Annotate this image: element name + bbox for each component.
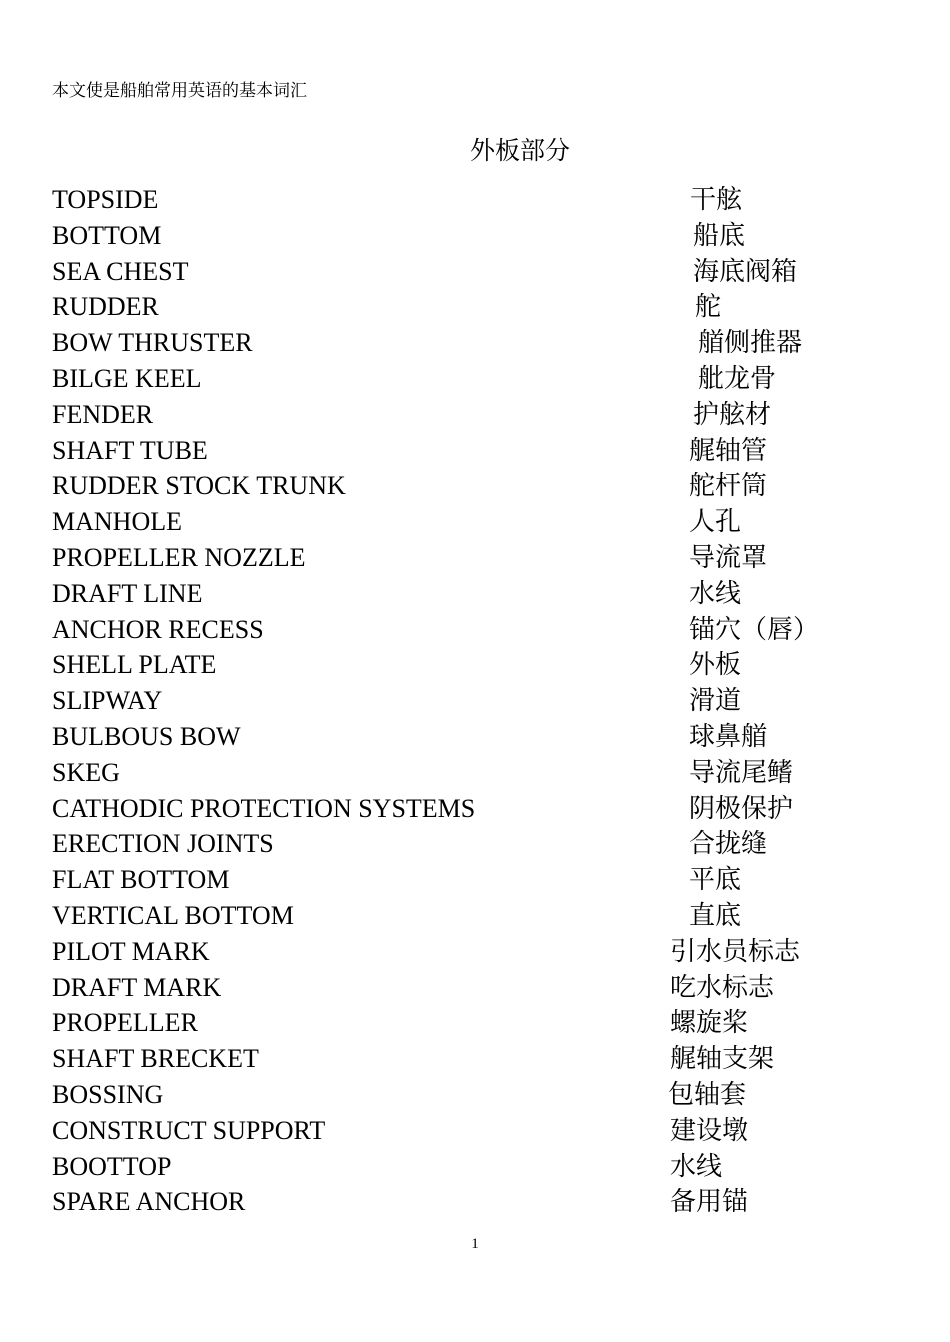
term-chinese: 球鼻艏: [689, 721, 768, 751]
term-english: PILOT MARK: [52, 936, 210, 966]
term-english: BOTTOM: [52, 220, 162, 250]
term-english: SHAFT BRECKET: [52, 1044, 259, 1074]
term-row: [52, 898, 912, 934]
term-english: BILGE KEEL: [52, 363, 202, 393]
term-chinese: 锚穴（唇）: [689, 614, 820, 644]
term-english: DRAFT MARK: [52, 972, 222, 1002]
term-english: RUDDER: [52, 292, 159, 322]
term-english: FENDER: [52, 399, 154, 429]
term-row: [52, 218, 912, 254]
term-row: [52, 719, 912, 755]
term-row: [52, 361, 912, 397]
term-row: [52, 182, 912, 218]
term-english: CATHODIC PROTECTION SYSTEMS: [52, 793, 476, 823]
term-english: ANCHOR RECESS: [52, 614, 264, 644]
term-english: TOPSIDE: [52, 185, 159, 214]
term-row: [52, 504, 912, 540]
term-row: [52, 1005, 912, 1041]
term-chinese: 外板: [689, 650, 742, 680]
term-chinese: 吃水标志: [670, 972, 775, 1002]
term-row: [52, 683, 912, 719]
term-chinese: 干舷: [690, 185, 743, 214]
page-number: 1: [471, 1236, 479, 1252]
term-chinese: 护舷材: [693, 399, 772, 429]
term-row: [52, 791, 912, 827]
term-list: [52, 182, 912, 1220]
term-row: [52, 433, 912, 469]
section-title: 外板部分: [469, 138, 570, 165]
term-row: [52, 1149, 912, 1185]
term-row: [52, 862, 912, 898]
term-chinese: 船底: [693, 220, 746, 250]
term-chinese: 艉轴支架: [670, 1044, 775, 1074]
term-english: BOOTTOP: [52, 1151, 172, 1181]
term-row: [52, 826, 912, 862]
term-english: BOSSING: [52, 1079, 164, 1109]
term-chinese: 艏侧推器: [698, 328, 803, 358]
term-chinese: 滑道: [689, 686, 742, 716]
term-row: [52, 468, 912, 504]
term-chinese: 人孔: [689, 507, 742, 537]
term-row: [52, 1041, 912, 1077]
term-row: [52, 576, 912, 612]
term-english: ERECTION JOINTS: [52, 829, 274, 859]
term-english: SPARE ANCHOR: [52, 1187, 246, 1217]
term-chinese: 阴极保护: [689, 793, 794, 823]
term-chinese: 包轴套: [668, 1079, 747, 1109]
term-row: [52, 1113, 912, 1149]
term-english: DRAFT LINE: [52, 578, 203, 608]
term-chinese: 水线: [670, 1151, 723, 1181]
term-english: PROPELLER NOZZLE: [52, 542, 306, 572]
term-chinese: 舭龙骨: [698, 363, 777, 393]
term-row: [52, 970, 912, 1006]
term-chinese: 直底: [689, 900, 742, 930]
term-chinese: 舵: [695, 292, 722, 322]
term-english: SKEG: [52, 757, 120, 787]
term-english: SEA CHEST: [52, 256, 189, 286]
term-row: [52, 325, 912, 361]
term-row: [52, 1077, 912, 1113]
term-english: CONSTRUCT SUPPORT: [52, 1115, 326, 1145]
term-english: FLAT BOTTOM: [52, 865, 230, 895]
term-english: MANHOLE: [52, 507, 182, 537]
term-english: SHELL PLATE: [52, 650, 217, 680]
term-chinese: 引水员标志: [670, 936, 801, 966]
term-chinese: 螺旋桨: [670, 1008, 749, 1038]
term-row: [52, 397, 912, 433]
term-chinese: 水线: [689, 578, 742, 608]
term-row: [52, 612, 912, 648]
term-english: BOW THRUSTER: [52, 328, 253, 358]
term-row: [52, 755, 912, 791]
term-english: SLIPWAY: [52, 686, 163, 716]
term-chinese: 合拢缝: [689, 829, 768, 859]
term-chinese: 备用锚: [670, 1187, 749, 1217]
term-chinese: 导流尾鳍: [689, 757, 794, 787]
term-english: VERTICAL BOTTOM: [52, 900, 294, 930]
term-english: PROPELLER: [52, 1008, 198, 1038]
term-chinese: 舵杆筒: [689, 471, 768, 501]
term-row: [52, 540, 912, 576]
term-row: [52, 1184, 912, 1220]
term-row: [52, 647, 912, 683]
term-chinese: 海底阀箱: [693, 256, 798, 286]
intro-text: 本文使是船舶常用英语的基本词汇: [52, 81, 307, 100]
term-chinese: 平底: [689, 865, 742, 895]
term-english: SHAFT TUBE: [52, 435, 208, 465]
term-chinese: 导流罩: [689, 542, 768, 572]
term-chinese: 艉轴管: [689, 435, 768, 465]
term-chinese: 建设墩: [670, 1115, 749, 1145]
term-english: BULBOUS BOW: [52, 721, 241, 751]
term-row: [52, 254, 912, 290]
term-english: RUDDER STOCK TRUNK: [52, 471, 346, 501]
term-row: [52, 934, 912, 970]
term-row: [52, 289, 912, 325]
